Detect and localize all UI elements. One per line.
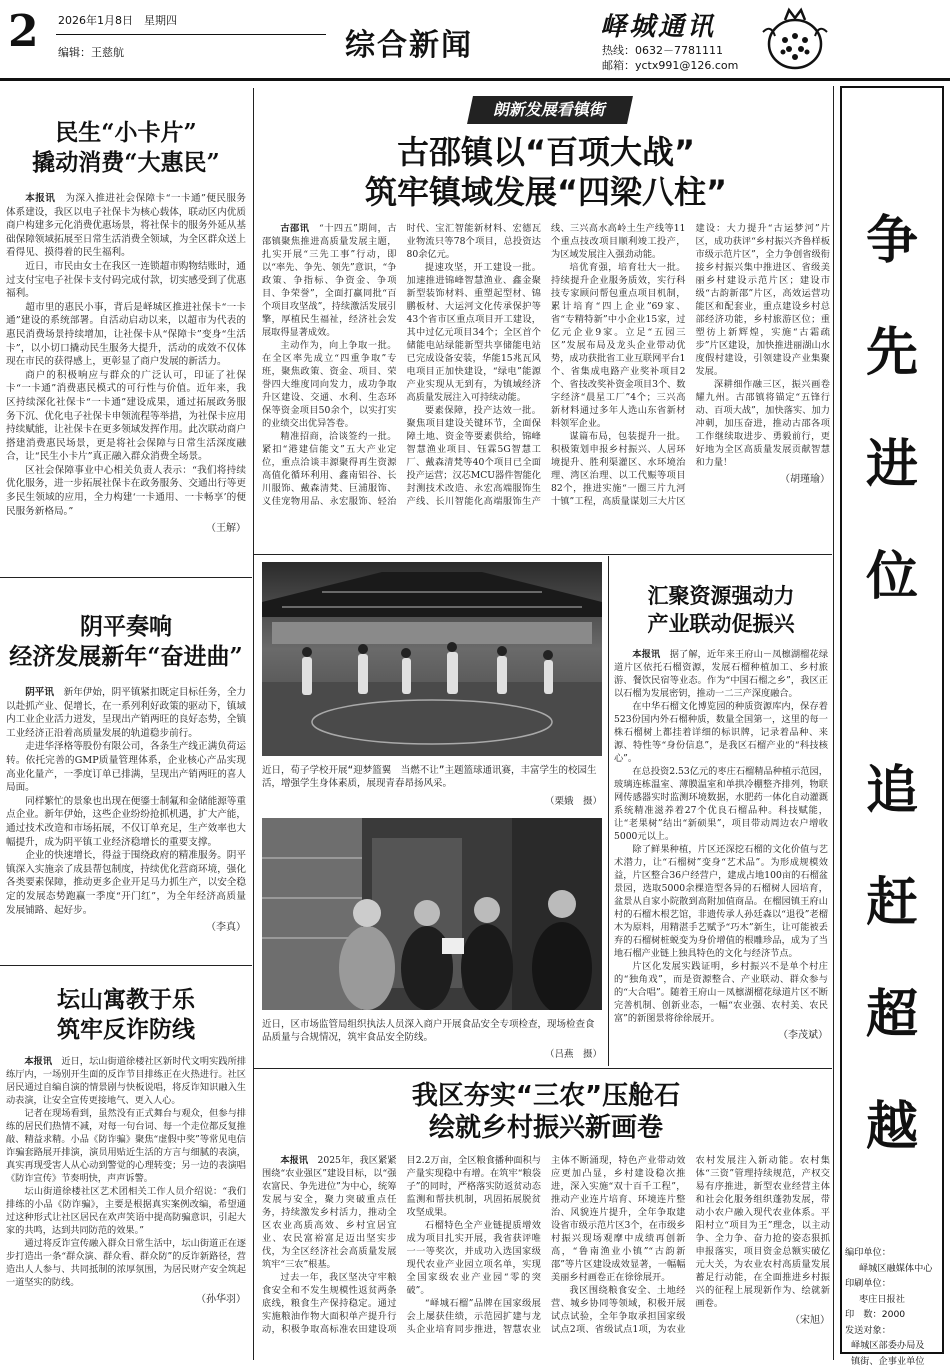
paragraph: 过去一年，我区坚决守牢粮食安全和不发生规模性返贫两条底线，粮食生产保持稳定。通过实施粮油作物大面积单产提升行动，积极争取高标准农田建设项目2.2万亩，全区粮食播种面积与产量实现稳中有增。在筑牢“粮袋子”的同时，严格落实防返贫动态监测和帮扶机制，巩固拓展脱贫攻坚成果。 <box>262 1154 541 1336</box>
article-2-byline: （李真） <box>6 921 246 935</box>
basketball-photo <box>262 562 602 756</box>
paragraph: 培优育强，培育壮大一批。持续提升企业服务质效，实行科技专家顾问帮包重点项目机制，累计培育“四上企业”69家、省“专精特新”中小企业15家，过亿元企业9家。立足“五园三区”发展布局及龙头企业带动优势，成功获批省工业互联网平台1个、省集成电路产业奖补项目2个、省技改奖补资金项目3个、数字经济“晨星工厂”4个；三兴高新材料通过多年人选山东省新材料领军企业。 <box>551 261 686 430</box>
divider <box>0 965 252 966</box>
article-4 <box>614 582 828 1042</box>
article-1-lead: 本报讯 <box>25 193 55 204</box>
slogan-char: 位 <box>842 534 942 609</box>
paragraph: 同样繁忙的景象也出现在便鎏士制氟和金储能源等重点企业。新年伊始，这些企业纷纷抢抓机遇，扩大产能，通过技术改造和市场拓展，不仅订单充足，生产效率也大幅提升，成为阴平镇工业经济稳增长的重要支撑。 <box>6 795 246 849</box>
email: 邮箱：yctx991@126.com <box>602 57 738 73</box>
article-4-byline: （李茂斌） <box>614 1029 828 1042</box>
hotline: 热线：0632－7781111 <box>602 42 723 58</box>
paragraph: 我区围绕粮食安全、土地经营、城乡协同等领域，积极开展试点试验，全年争取承担国家级试点2项、省级试点1项，为农业农村发展注入新动能。农村集体“三资”管理持续规范，产权交易有序推进，新型农业经营主体和社会化服务组织蓬勃发展，带动小农户融入现代农业体系。平阳村立“项目为王”理念，以主动争、全力争、奋力抢的姿态狠抓申报落实，项目资金总额实破亿元大关，为农业农村高质量发展蓄足行动能，在全面推进乡村振兴的征程上展现新作为、绘就新画卷。 <box>551 1154 830 1336</box>
article-3-title-line1: 坛山寓教于乐 <box>6 985 246 1015</box>
slogan-char: 进 <box>842 422 942 497</box>
article-3-body <box>6 1055 246 1306</box>
masthead <box>0 0 950 81</box>
paragraph: 近日，坛山街道徐楼社区新时代文明实践所排练厅内，一场别开生面的反诈节目排练正在火热进行。社区居民通过自编自演的情景剧与快板说唱，将反诈知识融入生动表演，让安全宣传更接地气、更入人心。 <box>6 1056 246 1106</box>
slogan-char: 越 <box>842 1084 942 1159</box>
article-3 <box>6 985 246 1306</box>
imprint-line: 峄城区融媒体中心 <box>845 1261 945 1277</box>
editor-credit: 编辑：王慈航 <box>58 44 124 60</box>
column-rule-left <box>253 88 254 1360</box>
article-5-title-line2: 绘就乡村振兴新画卷 <box>262 1112 830 1144</box>
imprint-line: 印 数：2000 <box>845 1307 945 1323</box>
paragraph: 石榴特色全产业链提质增效成为项目扎实开展，我省获评唯一一等奖次，并成功入选国家级现代农业产业园立项名单，实现全国家级农业产业园“零的突破”。 <box>407 1219 542 1297</box>
article-4-body <box>614 648 828 1042</box>
article-5-byline: （宋旭） <box>696 1314 831 1327</box>
article-2-lead: 阴平讯 <box>25 687 54 698</box>
column-badge: 朗新发展看镇街 <box>467 96 633 124</box>
main-article-title-line2: 筑牢镇域发展“四梁八柱” <box>262 172 830 212</box>
masthead-divider <box>56 34 326 35</box>
paragraph: 据了解，近年来王府山－凤檩湖榴花绿道片区依托石榴资源，发展石榴种植加工、乡村旅游、餐饮民宿等业态。作为“中国石榴之乡”，我区正以石榴为发展密钥，推动一二三产深度融合。 <box>614 649 828 699</box>
pomegranate-logo-icon <box>755 2 835 74</box>
imprint-line: 印刷单位： <box>845 1276 945 1292</box>
paragraph: 要素保障，投产达效一批。聚焦项目建设关键环节，全面保障土地、资金等要素供给，锦峰智慧渔业项目、钰霖5G智慧工厂、戴森清梵等40个项目已全面投产运营；汉芯MCU器件智能化封测技术改造、永宏高端服饰生产线、长川智能化高端服饰生产线、三兴高水高岭土生产线等11个重点技改项目顺利竣工投产，为区域发展注入强劲动能。 <box>407 222 686 508</box>
inspection-photo <box>262 818 602 1010</box>
paragraph: “峄城石榴”品牌在国家级展会上屡获佳绩，示范园扩建与龙头企业培育同步推进，智慧农业主体不断涌现，特色产业带动效应更加凸显，乡村建设稳次推进，深入实施“双十百千工程”，推动产业连片培育、环境连片整治、风貌连片提升，全年争取建设省市级示范片区3个，在市级乡村振兴现场观摩中成绩再创新高，“鲁南渔业小镇”“古韵新邵”等片区建设成效显著，一幅幅美丽乡村画卷正在徐徐展开。 <box>407 1154 686 1336</box>
slogan-char: 赶 <box>842 860 942 935</box>
article-1 <box>6 118 246 536</box>
photo-2-byline: （吕燕 摄） <box>512 1048 602 1061</box>
paragraph: 在中华石榴文化博览园的种质资源库内，保存着523份国内外石榴种质，数量全国第一，这里的每一株石榴树上都挂着详细的标识牌，记录着品种、来源、特性等“身份信息”，是我区石榴产业的“科技核心”。 <box>614 700 828 765</box>
paragraph: 为深入推进社会保障卡“一卡通”便民服务体系建设，我区以电子社保卡为核心载体，联动区内优质商户构建多元化消费优惠场景，将社保卡的服务外延从基础保障领域拓展至日常生活消费全领域，为全区群众送上看得见、摸得着的民生福利。 <box>6 193 246 258</box>
imprint-line: 镇街、企事业单位 <box>845 1354 945 1369</box>
paragraph: 在总投资2.53亿元的枣庄石榴精品种植示范园，玻璃连栋温室、薄膜温室和单拱冷棚整齐排列，物联网传感器实时监测环境数据，水肥药一体化自动灌溉系统精准滋养着27个优良石榴品种。科技赋能，让“老果树”结出“新硕果”，项目带动周边农户增收5000元以上。 <box>614 765 828 843</box>
paragraph: 提速攻坚，开工建设一批。加速推进锦峰智慧渔业、鑫金聚新型装饰材料、重塑起型材、锦鹏板材、大运河文化传承保护等43个省市区重点项目开工建设，其中过亿元项目34个；全区首个储能电站绿能新型共享储能电站已完成设备安装，华能15兆瓦风电项目正加快建设，“绿电”能源产业实现从无到有，为镇域经济高质量发展注入可持续动能。 <box>407 261 542 404</box>
article-3-title-line2: 筑牢反诈防线 <box>6 1015 246 1045</box>
divider <box>0 577 252 578</box>
article-1-title-line2: 撬动消费“大惠民” <box>6 148 246 178</box>
paragraph: 记者在现场看到，虽然没有正式舞台与观众，但参与排练的居民们热情不减，对每一句台词、每一个走位都反复推敲、精益求精。小品《防诈骗》聚焦“虚假中奖”等常见电信诈骗套路展开排演，演员用贴近生活的方言与细腻的表演，真实再现受害人从心动到警觉的心理转变；另一边的表演唱《防诈宣传》节奏明快，声声诉警。 <box>6 1107 246 1185</box>
article-2-title-line2: 经济发展新年“奋进曲” <box>6 642 246 672</box>
main-article-title-line1: 古邵镇以“百项大战” <box>262 132 830 172</box>
photo-1-caption: 近日，荀子学校开展“迎梦篮翼 当燃不让”主题篮球通讯赛，丰富学生的校园生活，增强学生身体素质，展现青春昂扬风采。 <box>262 764 602 790</box>
paragraph: 片区化发展实践证明，乡村振兴不是单个村庄的“独角戏”，而是资源整合、产业联动、群众参与的“大合唱”。随着王府山－凤檩湖榴花绿道片区不断完善机制、创新业态，一幅“农业强、农村美、农民富”的新图景将徐徐展开。 <box>614 960 828 1025</box>
column-rule-photo <box>608 556 609 1066</box>
main-article-lead: 古邵讯 <box>280 223 309 234</box>
slogan-banner <box>840 86 944 1354</box>
paragraph: 近日，市民由女士在我区一连锁超市购物结账时，通过支付宝电子社保卡支付码完成付款，切实感受到了优惠福利。 <box>6 260 246 301</box>
slogan-char: 超 <box>842 972 942 1047</box>
divider <box>254 1068 832 1069</box>
paragraph: 谋篇布局，包装提升一批。积极策划申报乡村振兴、人居环境提升、胜利渠灌区、水环境治理、湾区治理、以工代赈等项目82个，推进实施“一圈三片九河十镇”工程，高质量谋划三大片区建设：大力提升“古运梦河”片区，成功获评“乡村振兴齐鲁样板市级示范片区”，全力争创省级衔接乡村振兴集中推进区、省级美丽乡村建设示范片区；建设市级“古韵新邵”片区，高效运营功能区和配套业，重点建设乡村总部经济功能，乡村旅游区位；重塑彷上新辉煌，实施“古霜疏步”片区建设，加快推进丽湖山水度假村建设，引领建设产业集聚发展。 <box>551 222 830 508</box>
paragraph: 坛山街道徐楼社区艺术团相关工作人员介绍说：“我们排练的小品《防诈骗》，主要是根据真实案例改编，希望通过这种形式让社区居民在欢声笑语中提高防骗意识，引起大家的共鸣，达到共同防范的效果。” <box>6 1185 246 1237</box>
article-3-lead: 本报讯 <box>24 1056 52 1067</box>
article-4-title-line1: 汇聚资源强动力 <box>614 582 828 610</box>
divider <box>254 554 832 555</box>
paragraph: “十四五”期间，古邵镇聚焦推进高质量发展主题，扎实开展“三先工事”行动，即以“率先、争先、领先”意识，“争政策、争指标、争资金、争项目、争荣誉”，全面打赢同批“百个项目攻坚战”，持续激活发展引擎，厚植民生福祉，经济社会发展取得显著成效。 <box>262 223 397 338</box>
article-3-byline: （孙华羽） <box>6 1293 246 1306</box>
slogan-char: 先 <box>842 310 942 385</box>
main-article-byline: （胡瑾瑜） <box>696 473 831 486</box>
paper-name: 峄城通讯 <box>600 6 716 43</box>
paragraph: 走进华泽格等股份有限公司，各条生产线正满负荷运转。依托完善的GMP质量管理体系，企业核心产品实现高业化量产，一季度订单已排满，呈现出产销两旺的喜人局面。 <box>6 740 246 794</box>
imprint-info <box>845 1245 945 1369</box>
paragraph: 区社会保障事业中心相关负责人表示：“我们将持续优化服务，进一步拓展社保卡在政务服务、交通出行等更多民生领域的应用，全力构建‘一卡通用、一卡畅享’的便民服务新格局。” <box>6 464 246 518</box>
column-rule-right <box>833 86 834 1360</box>
article-1-title-line1: 民生“小卡片” <box>6 118 246 148</box>
article-5-body <box>262 1154 830 1362</box>
article-5-title-line1: 我区夯实“三农”压舱石 <box>262 1080 830 1112</box>
paragraph: 商户的积极响应与群众的广泛认可，印证了社保卡“一卡通”消费惠民模式的可行性与价值。近年来，我区持续深化社保卡“一卡通”建设成果，通过拓展政务服务下沉、优化电子社保卡申领流程等举措，为社保卡应用持续赋能，让社保卡在更多领域发挥作用。此次联动商户搭建消费惠民场景，更是将社会保障与日常生活深度融合，让“民生小卡片”真正融入群众消费全场景。 <box>6 369 246 464</box>
paragraph: 超市里的惠民小事，背后是峄城区推进社保卡“一卡通”建设的系统部署。自活动启动以来，以超市为代表的惠民消费场景持续增加，让社保卡从“保障卡”变身“生活卡”，以小切口撬动民生服务大提升，活动的成效不仅体现在市民的获得感上，更彰显了商户发展的新活力。 <box>6 301 246 369</box>
imprint-line: 枣庄日报社 <box>845 1292 945 1308</box>
article-1-byline: （王解） <box>6 522 246 536</box>
article-2-body <box>6 686 246 935</box>
section-title: 综合新闻 <box>345 20 473 64</box>
slogan-char: 追 <box>842 748 942 823</box>
article-2-title-line1: 阴平奏响 <box>6 612 246 642</box>
paragraph: 除了鲜果种植，片区还深挖石榴的文化价值与艺术潜力，让“石榴树”变身“艺术品”。为形成规模效益，片区整合36户经营户，建成占地100亩的石榴盆景园，选取5000余棵造型各异的石榴树人园培育，盆景从自家小院散到高附加值商品。在榴园镇王府山村的石榴木根艺馆，非遗传承人孙廷森以“退役”老榴木为原料，用精湛手艺赋予“巧木”新生，让可能被丢弃的石榴树桩蜕变为身价增值的根雕珍品，成为了当地石榴产业链上独具特色的文化与经济节点。 <box>614 843 828 960</box>
paragraph: 企业的快速增长，得益于围绕政府的精准服务。阴平镇深入实施亲了成县帮包制度，持续优化营商环境，强化各类要素保障，推动更多企业开足马力抓生产，以安全稳定的发展态势跑赢一季度“开门红”，为全年经济高质量发展铺路、起好步。 <box>6 849 246 917</box>
photo-2-caption: 近日，区市场监管局组织执法人员深入商户开展食品安全专项检查，现场检查食品质量与合规情况，筑牢食品安全防线。 <box>262 1018 602 1044</box>
article-2 <box>6 612 246 935</box>
paragraph: 2025年，我区紧紧围绕“农业强区”建设目标，以“强农富民、争先进位”为中心，统筹发展与安全，聚力突破重点任务，持续激发乡村活力，推动全区农业高质高效、乡村宜居宜业、农民富裕富足迈出坚实步伐，为全区经济社会高质量发展筑牢“三农”根基。 <box>262 1155 397 1270</box>
imprint-line: 编印单位： <box>845 1245 945 1261</box>
paragraph: 深耕细作融三区，振兴画卷耀九州。古邵镇将锚定“五锋行动、百项大战”，加快落实、加力冲刺，加压奋进，推动古邵各项工作继续取进步、勇毅前行，更好地为全区高质量发展贡献智慧和力量！ <box>696 378 831 469</box>
paragraph: 精准招商，洽谈签约一批。紧扣“港建信能文”五大产业定位，重点洽谈丰源聚得再生资源高值化循环利用、鑫南铝谷、长川服饰、戴森清梵、巨浦服饰、义佳宠物用品、永宏服饰、轻治时代、宝汇智能新材料、宏德瓦业物流只等78个项目，总投资达80余亿元。 <box>262 222 541 508</box>
article-4-lead: 本报讯 <box>632 649 660 660</box>
imprint-line: 峄城区部委办局及 <box>845 1338 945 1354</box>
slogan-char: 争 <box>842 198 942 273</box>
paragraph: 新年伊始，阴平镇紧扣既定目标任务，全力以赴抓产业、促增长，在一系列利好政策的驱动下，镇域内工业企业活力迸发，呈现出产销两旺的良好态势，全镇工业经济正沿着高质量发展的轨道稳步前行。 <box>6 687 246 739</box>
article-4-title-line2: 产业联动促振兴 <box>614 610 828 638</box>
main-article-body <box>262 222 830 548</box>
paragraph: 主动作为，向上争取一批。在全区率先成立“四重争取”专班，聚焦政策、资金、项目、荣誉四大维度同向发力，成功争取升区建设、交通、水利、生态环保等资金项目50余个，以实打实的业绩交出优异答卷。 <box>262 339 397 430</box>
page-number: 2 <box>8 6 39 57</box>
article-5-lead: 本报讯 <box>280 1155 308 1166</box>
imprint-line: 发送对象： <box>845 1323 945 1339</box>
article-1-body <box>6 192 246 536</box>
photo-1-byline: （栗娥 摄） <box>512 795 602 808</box>
issue-date: 2026年1月8日 星期四 <box>58 12 177 28</box>
paragraph: 通过将反诈宣传融入群众日常生活中，坛山街道正在逐步打造出一条“群众演、群众看、群众防”的反诈新路径，营造出人人参与、共同抵制的浓厚氛围，为居民财产安全筑起一道坚实的防线。 <box>6 1237 246 1289</box>
